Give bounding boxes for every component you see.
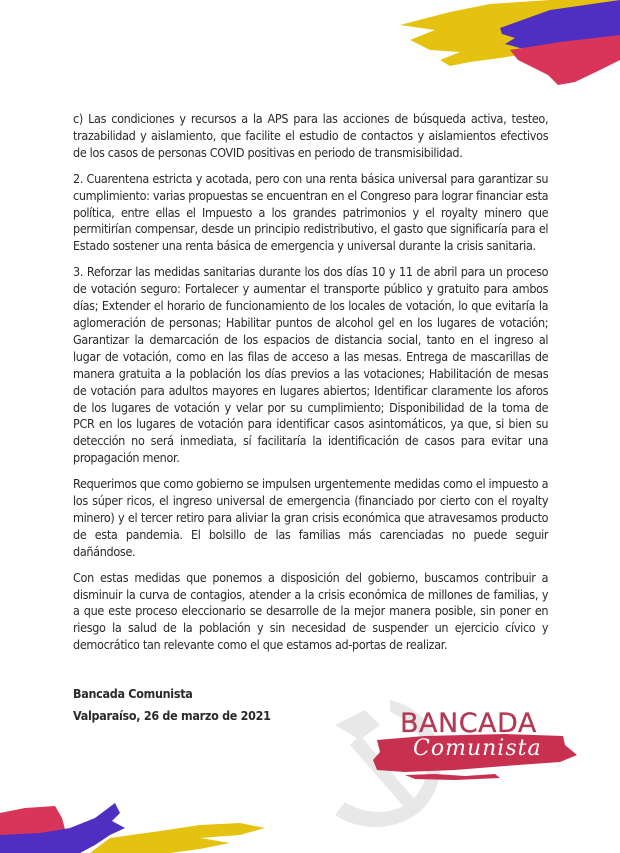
paint-brush-stroke-icon	[0, 773, 270, 853]
signature-block	[73, 683, 271, 727]
paint-brush-stroke-icon	[380, 0, 620, 100]
signature-place-date: Valparaíso, 26 de marzo de 2021	[73, 709, 271, 723]
paragraph-requerimos: Requerimos que como gobierno se impulsen urgentemente medidas como el impuesto a los súper ricos, el ingreso universal de emergencia (financiado por cierto con el royalty minero) y el tercer retiro para aliviar la gran crisis económica que atravesamos producto de esta pandemia. El bolsillo de las familias más carenciadas no puede seguir dañándose.	[73, 477, 549, 559]
paragraph-conclusion: Con estas medidas que ponemos a disposición del gobierno, buscamos contribuir a disminuir la curva de contagios, atender a la crisis económica de millones de familias, y a que este proceso eleccionario se desarrolle de la mejor manera posible, sin poner en riesgo la salud de la población y sin necesidad de suspender un ejercicio cívico y democrático tan relevante como el que estamos ad-portas de realizar.	[73, 570, 549, 653]
signature-author: Bancada Comunista	[73, 687, 193, 701]
paragraph-aps: c) Las condiciones y recursos a la APS para las acciones de búsqueda activa, testeo, trazabilidad y aislamiento, que facilite el estudio de contactos y aislamientos efectivos de los casos de personas COVID positivas en periodo de transmisibilidad.	[73, 112, 549, 160]
paragraph-cuarentena: 2. Cuarentena estricta y acotada, pero con una renta básica universal para garantizar su cumplimiento: varias propuestas se encuentran en el Congreso para lograr financiar esta política, entre ellas el Impuesto a los grandes patrimonios y el royalty minero que permitirían compensar, desde un principio redistributivo, el gasto que significaría para el Estado sostener una renta básica de emergencia y universal durante la crisis sanitaria.	[73, 171, 549, 254]
logo-text-comunista: Comunista	[413, 736, 542, 761]
bancada-comunista-logo	[305, 690, 605, 840]
paragraph-medidas-sanitarias: 3. Reforzar las medidas sanitarias durante los dos días 10 y 11 de abril para un proceso de votación seguro: Fortalecer y aumentar el transporte público y gratuito para ambos días; Extender el horario de funcionamiento de los locales de votación, lo que evitaría la aglomeración de personas; Habilitar puntos de alcohol gel en los lugares de votación; Garantizar la demarcación de los espacios de distancia social, tanto en el ingreso al lugar de votación, como en las filas de acceso a las mesas. Entrega de mascarillas de manera gratuita a la población los días previos a las votaciones; Habilitación de mesas de votación para adultos mayores en lugares abiertos; Identificar claramente los aforos de los lugares de votación y velar por su cumplimiento; Disponibilidad de la toma de PCR en los lugares de votación para identificar casos asintomáticos, ya que, si bien su detección no será inmediata, sí facilitaría la identificación de casos para evitar una propagación menor.	[73, 265, 549, 466]
logo-text-bancada: BANCADA	[400, 708, 537, 739]
letter-body	[73, 111, 548, 663]
